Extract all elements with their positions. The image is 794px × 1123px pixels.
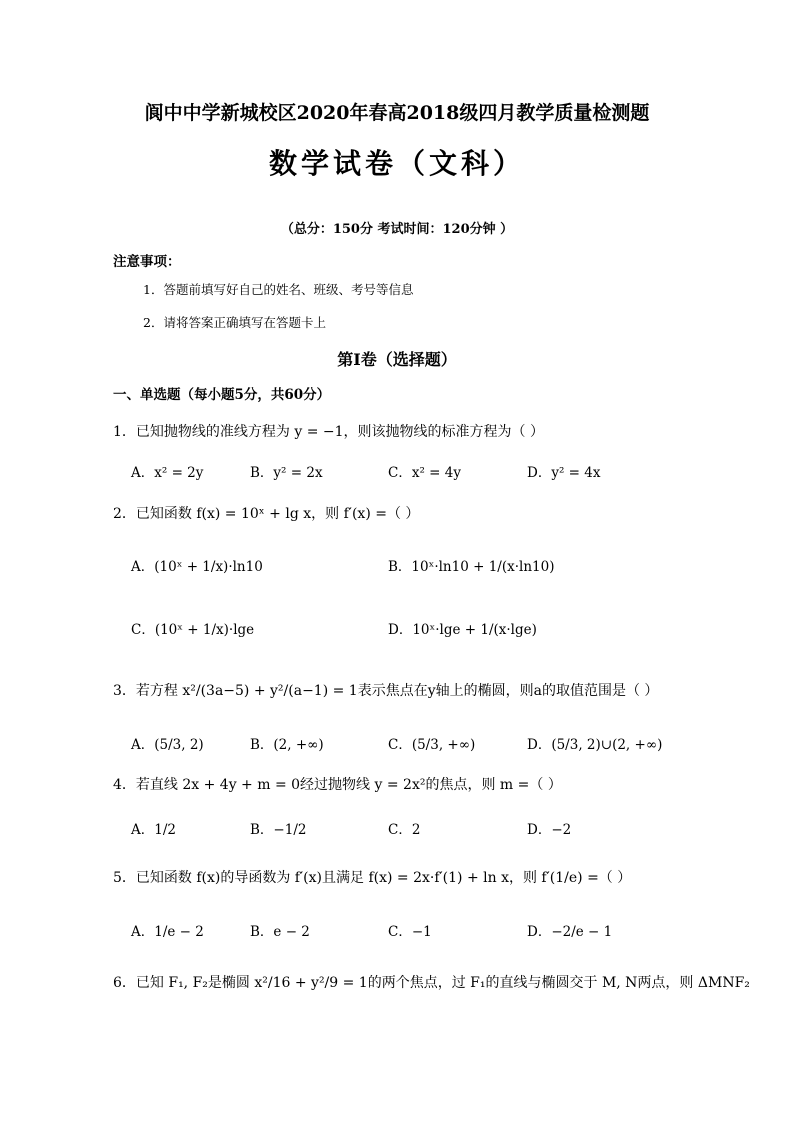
q5-option-b: B．e − 2 <box>250 924 310 940</box>
q4-option-d: D．−2 <box>527 822 572 838</box>
page-title: 数学试卷（文科） <box>268 147 525 180</box>
q5-option-d: D．−2/e − 1 <box>527 924 613 940</box>
section-title: 第I卷（选择题） <box>337 350 457 369</box>
exam-meta: （总分：150分 考试时间：120分钟 ） <box>280 222 514 237</box>
note-item: 2．请将答案正确填写在答题卡上 <box>143 315 326 330</box>
q5-option-c: C．−1 <box>388 924 432 940</box>
note-item: 1．答题前填写好自己的姓名、班级、考号等信息 <box>143 282 414 297</box>
question-6-stem: 6．已知 F₁, F₂是椭圆 x²/16 + y²/9 = 1的两个焦点，过 F₁的直线与椭圆交于 M, N两点，则 ΔMNF₂ <box>113 975 750 991</box>
q4-option-a: A．1/2 <box>131 822 176 838</box>
q3-option-b: B．(2, +∞) <box>250 737 324 753</box>
q1-option-d: D．y² = 4x <box>527 465 601 481</box>
question-4-stem: 4．若直线 2x + 4y + m = 0经过抛物线 y = 2x²的焦点，则 m =（ ） <box>113 777 562 793</box>
q4-option-b: B．−1/2 <box>250 822 307 838</box>
q5-option-a: A．1/e − 2 <box>131 924 204 940</box>
q3-option-c: C．(5/3, +∞) <box>388 737 476 753</box>
q2-option-c: C．(10ˣ + 1/x)·lge <box>131 622 255 638</box>
q3-option-d: D．(5/3, 2)∪(2, +∞) <box>527 737 663 753</box>
q2-option-a: A．(10ˣ + 1/x)·ln10 <box>131 559 263 575</box>
q3-option-a: A．(5/3, 2) <box>131 737 204 753</box>
q4-option-c: C．2 <box>388 822 421 838</box>
school-line: 阆中中学新城校区2020年春高2018级四月教学质量检测题 <box>144 102 650 124</box>
part-heading: 一、单选题（每小题5分，共60分） <box>113 387 331 403</box>
notes-heading: 注意事项： <box>113 254 181 270</box>
q2-option-b: B．10ˣ·ln10 + 1/(x·ln10) <box>388 559 555 575</box>
q2-option-d: D．10ˣ·lge + 1/(x·lge) <box>388 622 537 638</box>
question-5-stem: 5．已知函数 f(x)的导函数为 f′(x)且满足 f(x) = 2x·f′(1) + ln x，则 f′(1/e) =（ ） <box>113 870 632 886</box>
question-1-stem: 1．已知抛物线的准线方程为 y = −1，则该抛物线的标准方程为（ ） <box>113 424 544 440</box>
q1-option-b: B．y² = 2x <box>250 465 323 481</box>
q1-option-a: A．x² = 2y <box>131 465 204 481</box>
question-2-stem: 2．已知函数 f(x) = 10ˣ + lg x，则 f′(x) =（ ） <box>113 506 420 522</box>
q1-option-c: C．x² = 4y <box>388 465 461 481</box>
question-3-stem: 3．若方程 x²/(3a−5) + y²/(a−1) = 1表示焦点在y轴上的椭圆，则a的取值范围是（ ） <box>113 683 659 699</box>
